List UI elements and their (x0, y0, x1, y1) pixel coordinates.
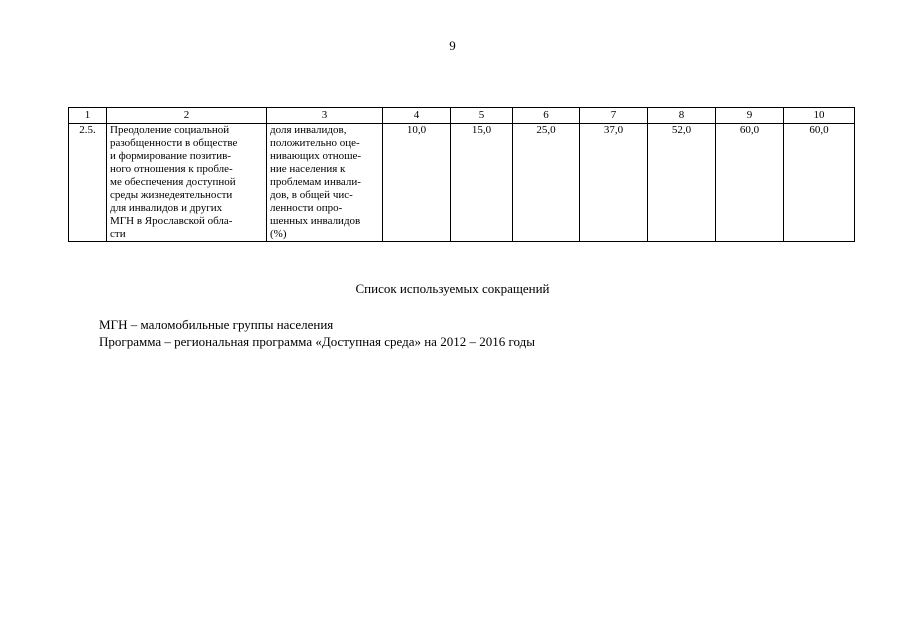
header-cell: 5 (451, 108, 513, 124)
header-cell: 7 (580, 108, 648, 124)
indicators-table (68, 107, 855, 242)
header-cell: 1 (69, 108, 107, 124)
abbreviations-title: Список используемых сокращений (355, 281, 550, 296)
value-cell: 60,0 (784, 124, 855, 242)
table-header-row (69, 108, 855, 124)
header-cell: 3 (267, 108, 383, 124)
header-cell: 9 (716, 108, 784, 124)
abbreviations-list (99, 316, 535, 350)
value-cell: 52,0 (648, 124, 716, 242)
header-cell: 8 (648, 108, 716, 124)
header-cell: 4 (383, 108, 451, 124)
value-cell: 25,0 (513, 124, 580, 242)
task-cell: Преодоление социальной разобщенности в обществе и формирование позитив- ного отношения к пробле- ме обеспечения доступной среды жизнедеятельности для инвалидов и других МГН в Ярославской обла- сти (107, 124, 267, 242)
table-row (69, 124, 855, 242)
page-number: 9 (449, 38, 456, 53)
header-cell: 2 (107, 108, 267, 124)
value-cell: 37,0 (580, 124, 648, 242)
header-cell: 10 (784, 108, 855, 124)
value-cell: 60,0 (716, 124, 784, 242)
abbreviation-item: Программа – региональная программа «Доступная среда» на 2012 – 2016 годы (99, 334, 535, 349)
value-cell: 15,0 (451, 124, 513, 242)
abbreviation-item: МГН – маломобильные группы населения (99, 317, 334, 332)
value-cell: 10,0 (383, 124, 451, 242)
row-index-cell: 2.5. (69, 124, 107, 242)
header-cell: 6 (513, 108, 580, 124)
indicator-cell: доля инвалидов, положительно оце- нивающих отноше- ние населения к проблемам инвали- дов, в общей чис- ленности опро- шенных инвалидов (%) (267, 124, 383, 242)
